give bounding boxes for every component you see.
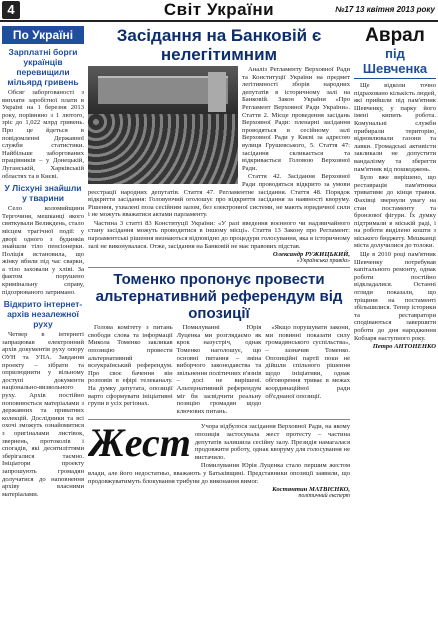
headline-bankova: Засідання на Банковій є нелегітимним [116,26,322,64]
masthead: Світ України [163,0,275,19]
zhest-title: Жест [88,420,191,466]
news-headline-2: У Лісхуні знайшли у тварини [4,183,82,204]
headline-tomenko: Томенко пропонує провести альтернативний референдум від опозиції [95,271,343,323]
avral-headline [354,26,436,79]
rally-photo [88,66,238,184]
avral-text: Ще відколи точно підраховано кількість людей, які прийшли під пам'ятник Шевченку, у парку його імені кипить робота. Комунальні служби прибирали територію, відновлювали газони та лавки. Громадські активісти закликали не допустити вандалізму та зберегти пам'ятник від пошкоджень. Було вже вирішено, що реставрація пам'ятника триватиме до кінця травня. Фахівці звернули увагу на стан постаменту та бронзової фігури. Їх думку підтримали в міській раді, і на роботи виділено кошти з міського бюджету. Мешканці міста долучилися до толоки. Ще в 2010 році пам'ятник Шевченку потребував капітального ремонту, однак роботи постійно відкладалися. Останні огляди показали, що тріщини на постаменті збільшилися. Тепер історики та реставратори сподіваються завершити роботи до дня народження Кобзаря наступного року. [354,82,436,342]
avral-subtitle: під Шевченка [362,46,428,76]
right-column [354,26,436,636]
photo-flag [208,72,226,112]
article-bankova-source: «Українська правда» [296,258,350,265]
news-text-1: Обсяг заборгованості з виплати заробітної плати в Україні на 1 березня 2013 року, порівняно з 1 лютого, зріс до 1,022 млрд гривень. Про це йдеться в повідомленні Державної служби статистики. Найбільше заборгованих працівників – у Донецькій, Луганській, Харківській областях та в Києві. [2,89,84,180]
tomenko-col-1: Голова комітету з питань свободи слова та інформації Микола Томенко закликав опозицію провести альтернативний всеукраїнський референдум. Про своє бачення він розповів в ефірі телеканалу. На думку депутата, опозиції варто сформувати ініціативні групи в усіх регіонах. [88,324,173,408]
news-text-2: Село коломийщини Тергочиня, мешканці якого святкували Великдень, стало місцем трагічної події: у дворі одного з будинків знайшли тіло пенсіонерки. Поліція встановила, що жінку вбили під час сварки, а тіло заховали у хліві. За фактом порушено кримінальну справу, підозрюваного затримано. [2,205,84,296]
avral-title: Аврал [365,26,425,46]
page-header [0,0,438,22]
photo-crowd [88,114,238,184]
issue-info: №17 13 квітня 2013 року [335,5,435,14]
news-headline-1: Зарплатні борги українців перевищили мільярд гривень [7,47,79,87]
article-tomenko [88,324,350,416]
zhest-author: Костянтин МАТВІЄНКО, [272,486,350,494]
rubric-po-ukraini: По Україні [2,26,84,44]
divider [88,267,350,268]
main-content [88,26,350,636]
zhest-text: Учора відбулося засідання Верховної Ради, на якому опозиція застосувала жест протесту – частина депутатів залишила сесійну залу. Президія намагалася продовжити роботу, однак кворуму для голосування не вистачило. Помилування Юрія Луценка стало першим жестом влади, але його недостатньо, вважають у Батьківщині. Представники опозиції заявили, що продовжуватимуть блокування трибуни до виконання вимог. [88,423,350,485]
left-column [2,26,84,636]
page-number: 4 [2,1,20,19]
article-zhest [88,420,350,500]
zhest-author-role: політичний експерт [298,493,350,500]
news-text-3: Четвер в інтернеті запрацював електронний архів документів руху опору ОУН та УПА. Завдання проекту – зібрати та оприлюднити у вільному доступі документи національно-визвольного руху. Архів постійно поповнюється матеріалами з державних та приватних колекцій. Дослідники та всі охочі зможуть ознайомитися з оригіналами листівок, звернень, протоколів і спогадів, які десятиліттями зберігалися таємно. Ініціатори проекту запрошують громадян долучатися до наповнення архіву власними матеріалами. [2,331,84,498]
article-bankova: Аналіз Регламенту Верховної Ради та Конституції України на предмет легітимності зборів народних депутатів в історичному залі на Банковій. Закон України «Про Регламент Верховної Ради України». Стаття 2. Місце проведення засідань Верховної Ради: пленарні засідання проводяться в сесійному залі Верховної Ради у Києві за адресою вулиця Грушевського, 5. Стаття 47: засідання скликається та відкривається Головою Верховної Ради. Стаття 42. Засідання Верховної Ради проводяться відкрито за умови реєстрації народних депутатів. Стаття 47. Регламентне засідання. Стаття 48. Порядок відкриття засідання: Головуючий оголошує про відкриття засідання за наявності кворуму. Рішення, ухвалені поза сесійним залом, без електронної системи, не мають юридичної сили і не можуть вважатися актами парламенту. Частина 3 статті 83 Конституції України: «У разі введення воєнного чи надзвичайного стану засідання можуть проводитися в іншому місці». Стаття 13 Закону про Регламент: парламентські рішення визнаються відповідно до процедури голосування, яка в історичному залі не виконувалася. Отже, засідання на Банковій не має правових підстав. [88,66,350,250]
article-bankova-author: Олександр РУЖИЦЬКИЙ, [272,251,350,259]
avral-author: Петро АНТОНЕНКО [372,343,436,351]
tomenko-col-2: Помилуванні Юрія Луценка ми розглядаємо як крок назустріч, однак Томенко наголошує, що основні питання – зміна виборчого законодавства та звільнення політичних в'язнів – досі не вирішені. Альтернативний референдум міг би засвідчити реальну позицію громадян щодо ключових питань. [176,324,262,415]
tomenko-col-3: «Якщо порушувати закони, ми повинні показати силу громадянського суспільства», – зазначив Томенко. Опозиційні партії поки не дійшли спільного рішення щодо ініціативи, однак обговорення триває в межах координаційної ради об'єднаної опозиції. [265,324,350,400]
news-headline-3: Відкрито інтернет-архів незалежної руху [3,299,83,330]
